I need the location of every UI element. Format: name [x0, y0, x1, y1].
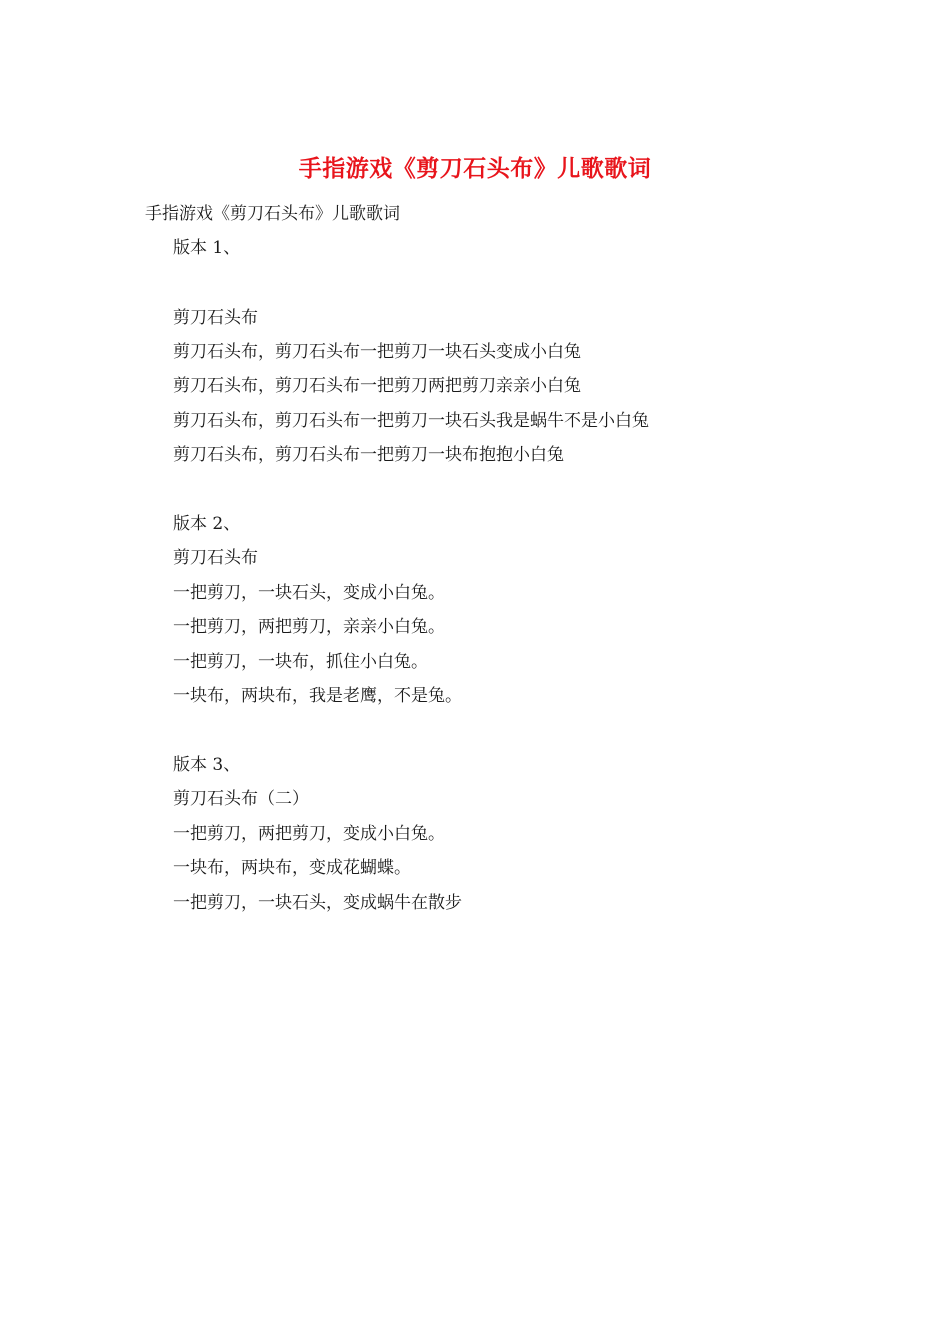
version-3-song-title: 剪刀石头布（二） — [173, 789, 309, 809]
lyric-line: 一把剪刀，一块石头，变成小白兔。 — [173, 583, 445, 603]
lyric-line: 一把剪刀，一块石头，变成蜗牛在散步 — [173, 893, 462, 913]
lyric-line: 一把剪刀，两把剪刀，亲亲小白兔。 — [173, 617, 445, 637]
version-2-song-title: 剪刀石头布 — [173, 548, 258, 568]
lyric-line: 一块布，两块布，变成花蝴蝶。 — [173, 858, 411, 878]
lyric-line: 剪刀石头布，剪刀石头布一把剪刀一块石头变成小白兔 — [173, 342, 581, 362]
version-2-heading: 版本 2、 — [173, 514, 241, 534]
lyric-line: 剪刀石头布，剪刀石头布一把剪刀一块石头我是蜗牛不是小白兔 — [173, 411, 649, 431]
lyric-line: 一把剪刀，一块布，抓住小白兔。 — [173, 652, 428, 672]
version-1-heading: 版本 1、 — [173, 238, 241, 258]
document-title: 手指游戏《剪刀石头布》儿歌歌词 — [298, 156, 652, 182]
version-1-song-title: 剪刀石头布 — [173, 308, 258, 328]
lyric-line: 剪刀石头布，剪刀石头布一把剪刀一块布抱抱小白兔 — [173, 445, 564, 465]
lyric-line: 一把剪刀，两把剪刀，变成小白兔。 — [173, 824, 445, 844]
version-3-heading: 版本 3、 — [173, 755, 241, 775]
lyric-line: 剪刀石头布，剪刀石头布一把剪刀两把剪刀亲亲小白兔 — [173, 376, 581, 396]
document-subtitle: 手指游戏《剪刀石头布》儿歌歌词 — [145, 204, 400, 224]
lyric-line: 一块布，两块布，我是老鹰，不是兔。 — [173, 686, 462, 706]
